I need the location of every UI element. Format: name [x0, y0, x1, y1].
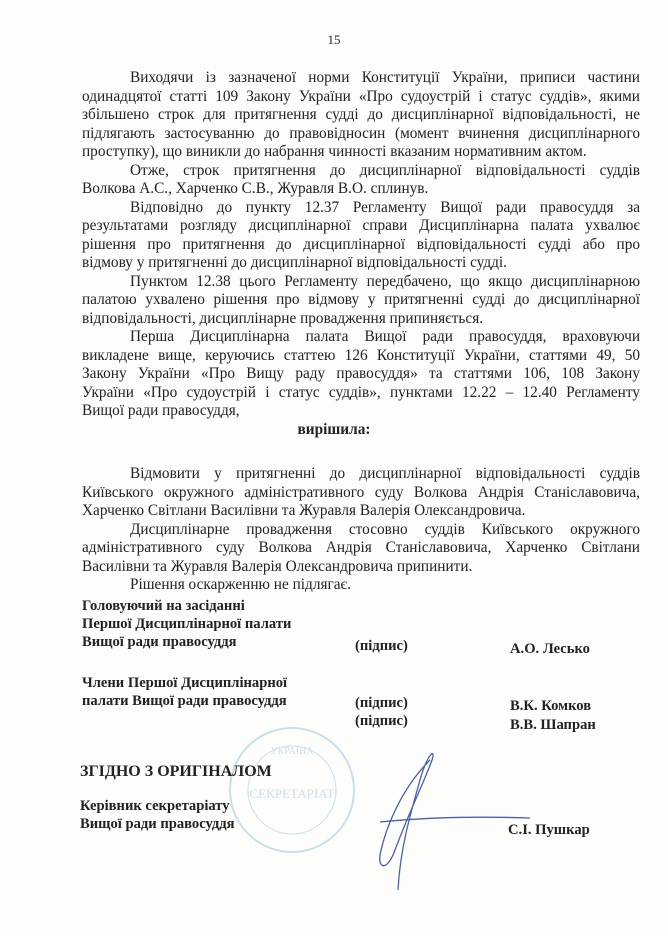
- svg-text:СЕКРЕТАРІАТ: СЕКРЕТАРІАТ: [249, 786, 335, 801]
- paragraph-line: Харченко Світлани Василівни та Журавля Валерія Олександровича.: [82, 502, 526, 519]
- member-signature-mark-2: (підпис): [355, 713, 408, 729]
- paragraph-line: викладене вище, керуючись статтею 126 Конституції України, статтями 49, 50: [82, 346, 640, 364]
- official-stamp: [230, 728, 354, 852]
- paragraph-line: Київського окружного адміністративного суду Волкова Андрія Станіславовича,: [82, 483, 640, 501]
- certified-copy-label: ЗГІДНО З ОРИГІНАЛОМ: [80, 763, 272, 780]
- paragraph-line: збільшено строк для притягнення судді до дисциплінарної відповідальності, не: [82, 106, 640, 123]
- chair-signature-mark: (підпис): [355, 638, 408, 654]
- paragraph-line: результатами розгляду дисциплінарної справи Дисциплінарна палата ухвалює: [82, 217, 640, 234]
- paragraph-line: України «Про судоустрій і статус суддів», пунктами 12.22 – 12.40 Регламенту: [82, 383, 640, 401]
- paragraph-line: Відмовити у притягненні до дисциплінарної відповідальності суддів: [130, 465, 640, 482]
- paragraph-line: палатою ухвалено рішення про відмову у притягненні судді до дисциплінарної: [82, 291, 640, 308]
- paragraph-line: Василівни та Журавля Валерія Олександровича припинити.: [82, 557, 473, 575]
- chair-title-line-2: Першої Дисциплінарної палати: [82, 616, 292, 632]
- head-title-line-2: Вищої ради правосуддя: [80, 816, 235, 832]
- members-title-line-1: Члени Першої Дисциплінарної: [82, 675, 288, 691]
- decision-heading: вирішила:: [297, 421, 371, 438]
- chair-title-line-1: Головуючий на засіданні: [82, 598, 245, 614]
- head-title-line-1: Керівник секретаріату: [80, 798, 230, 814]
- member-name-2: В.В. Шапран: [510, 717, 596, 733]
- paragraph-line: Рішення оскарженню не підлягає.: [130, 576, 351, 593]
- paragraph-line: підлягають застосуванню до правовідносин (момент вчинення дисциплінарного: [82, 124, 640, 142]
- svg-text:УКРАЇНА: УКРАЇНА: [270, 746, 314, 757]
- paragraph-line: Дисциплінарне провадження стосовно суддів Київського окружного: [130, 520, 640, 538]
- paragraph-line: адміністративного суду Волкова Андрія Станіславовича, Харченко Світлани: [82, 539, 640, 556]
- head-name: С.І. Пушкар: [508, 822, 590, 838]
- paragraph-line: одинадцятої статті 109 Закону України «Про судоустрій і статус суддів», якими: [82, 87, 640, 105]
- paragraph-line: рішення про притягнення до дисциплінарної відповідальності судді або про: [82, 235, 640, 253]
- paragraph-line: проступку), що виникли до набрання чинності вказаним нормативним актом.: [82, 143, 587, 160]
- paragraph-line: Перша Дисциплінарна палата Вищої ради правосуддя, враховуючи: [130, 328, 640, 345]
- member-signature-mark-1: (підпис): [355, 695, 408, 711]
- paragraph-line: Вищої ради правосуддя,: [82, 402, 240, 419]
- paragraph-line: Виходячи із зазначеної норми Конституції України, приписи частини: [130, 69, 640, 86]
- paragraph-line: Волкова А.С., Харченко С.В., Журавля В.О. сплинув.: [82, 180, 429, 197]
- member-name-1: В.К. Комков: [510, 698, 592, 714]
- chair-name: А.О. Лесько: [510, 641, 590, 657]
- chair-title-line-3: Вищої ради правосуддя: [82, 634, 237, 650]
- paragraph-line: Отже, строк притягнення до дисциплінарної відповідальності суддів: [130, 161, 640, 179]
- paragraph-line: Закону України «Про Вищу раду правосуддя» та статтями 106, 108 Закону: [82, 365, 640, 382]
- members-title-line-2: палати Вищої ради правосуддя: [82, 693, 287, 709]
- page-number: 15: [327, 32, 341, 47]
- paragraph-line: відмову у притягненні до дисциплінарної відповідальності судді.: [82, 254, 508, 271]
- paragraph-line: відповідальності, дисциплінарне провадження припиняється.: [82, 309, 484, 327]
- paragraph-line: Відповідно до пункту 12.37 Регламенту Вищої ради правосуддя за: [130, 198, 640, 216]
- paragraph-line: Пунктом 12.38 цього Регламенту передбачено, що якщо дисциплінарною: [130, 272, 640, 290]
